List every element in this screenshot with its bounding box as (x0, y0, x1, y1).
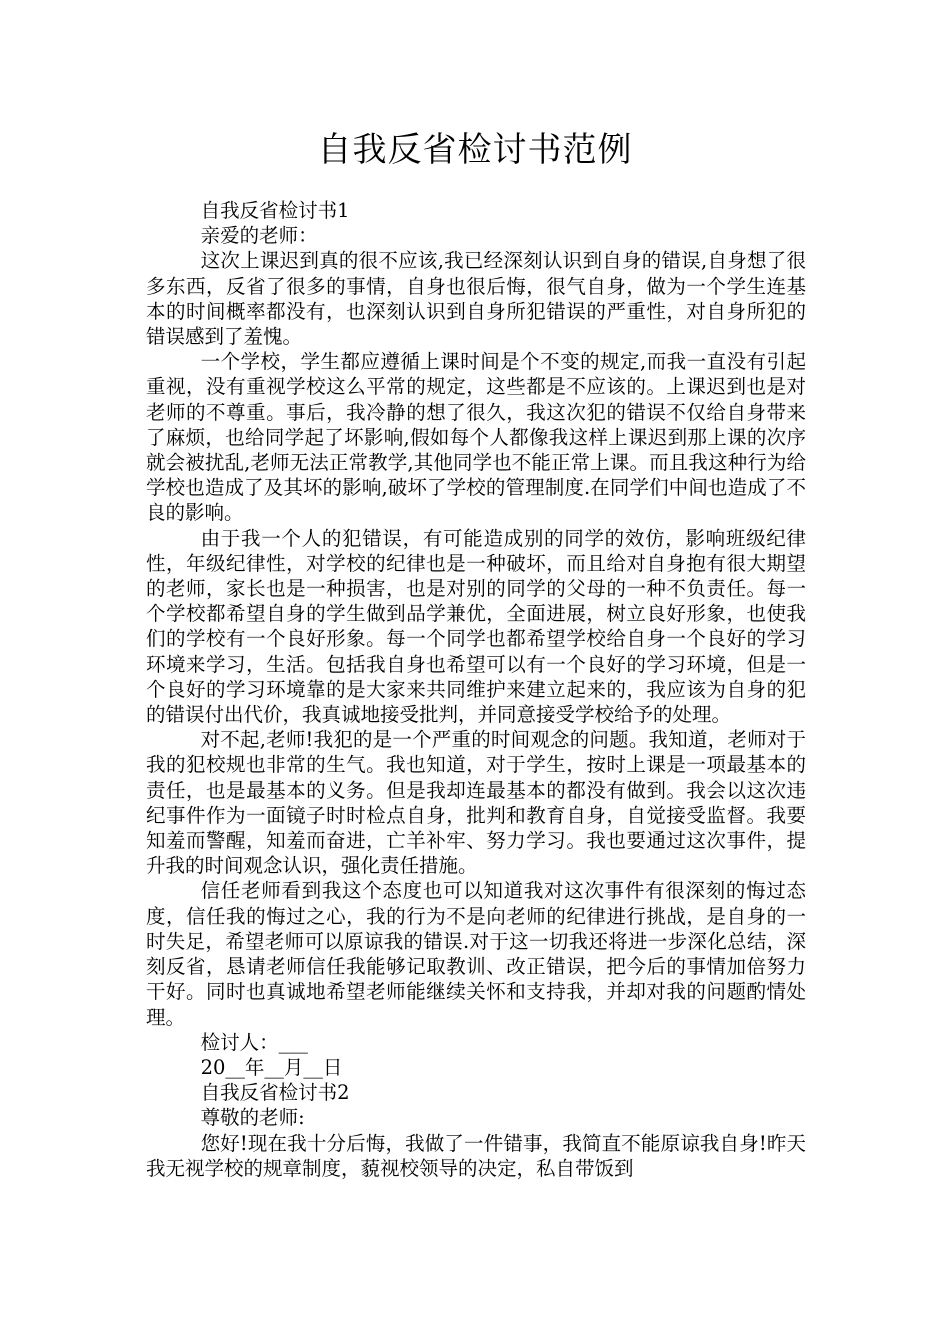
paragraph: 由于我一个人的犯错误，有可能造成别的同学的效仿，影响班级纪律性，年级纪律性，对学校的纪律也是一种破坏，而且给对自身抱有很大期望的老师，家长也是一种损害，也是对别的同学的父母的一种不负责任。每一个学校都希望自身的学生做到品学兼优，全面进展，树立良好形象，也使我们的学校有一个良好形象。每一个同学也都希望学校给自身一个良好的学习环境来学习，生活。包括我自身也希望可以有一个良好的学习环境，但是一个良好的学习环境靠的是大家来共同维护来建立起来的，我应该为自身的犯的错误付出代价，我真诚地接受批判，并同意接受学校给予的处理。 (146, 526, 806, 727)
paragraph: 信任老师看到我这个态度也可以知道我对这次事件有很深刻的悔过态度，信任我的悔过之心，我的行为不是向老师的纪律进行挑战，是自身的一时失足，希望老师可以原谅我的错误.对于这一切我还将进一步深化总结，深刻反省，恳请老师信任我能够记取教训、改正错误，把今后的事情加倍努力干好。同时也真诚地希望老师能继续关怀和支持我，并却对我的问题酌情处理。 (146, 879, 806, 1029)
salutation-2: 尊敬的老师: (200, 1106, 305, 1130)
paragraph: 这次上课迟到真的很不应该,我已经深刻认识到自身的错误,自身想了很多东西，反省了很多的事情，自身也很后悔，很气自身，做为一个学生连基本的时间概率都没有，也深刻认识到自身所犯错误的严重性，对自身所犯的错误感到了羞愧。 (146, 249, 806, 349)
section-heading-1: 自我反省检讨书1 (200, 199, 350, 222)
section-heading-2: 自我反省检讨书2 (200, 1081, 350, 1105)
document-title: 自我反省检讨书范例 (317, 130, 633, 170)
paragraph: 一个学校，学生都应遵循上课时间是个不变的规定,而我一直没有引起重视，没有重视学校这么平常的规定，这些都是不应该的。上课迟到也是对老师的不尊重。事后，我冷静的想了很久，我这次犯的错误不仅给自身带来了麻烦，也给同学起了坏影响,假如每个人都像我这样上课迟到那上课的次序就会被扰乱,老师无法正常教学,其他同学也不能正常上课。而且我这种行为给学校也造成了及其坏的影响,破坏了学校的管理制度.在同学们中间也造成了不良的影响。 (146, 350, 806, 525)
salutation-1: 亲爱的老师： (200, 224, 318, 248)
signature-line: 检讨人：___ (200, 1030, 308, 1054)
paragraph: 对不起,老师!我犯的是一个严重的时间观念的问题。我知道，老师对于我的犯校规也非常的生气。我也知道，对于学生，按时上课是一项最基本的责任，也是最基本的义务。但是我却连最基本的都没有做到。我会以这次违纪事件作为一面镜子时时检点自身，批判和教育自身，自觉接受监督。我要知羞而警醒，知羞而奋进，亡羊补牢、努力学习。我也要通过这次事件，提升我的时间观念认识，强化责任措施。 (146, 728, 806, 878)
document-body (146, 198, 806, 1181)
paragraph: 您好!现在我十分后悔，我做了一件错事，我简直不能原谅我自身!昨天我无视学校的规章制度，藐视校领导的决定，私自带饭到 (146, 1131, 806, 1180)
date-line: 20__年__月__日 (200, 1055, 343, 1079)
